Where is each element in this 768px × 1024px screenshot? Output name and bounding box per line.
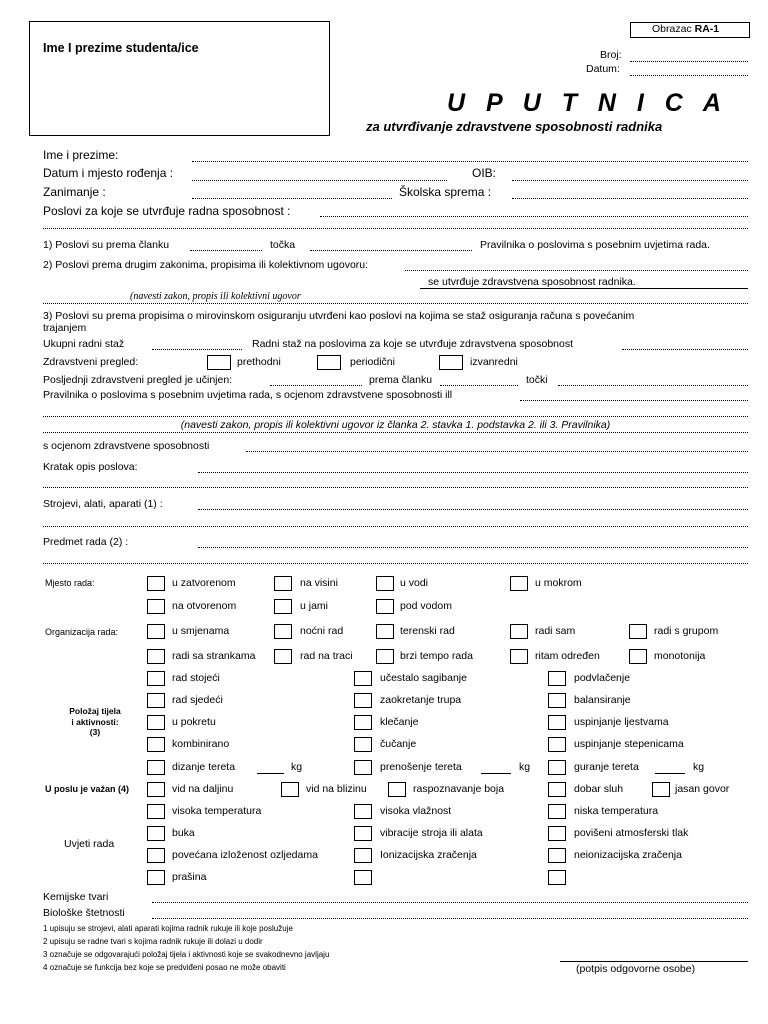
vazan-label: U poslu je važan (4): [45, 784, 130, 794]
dobar-sluh-label: dobar sluh: [574, 783, 624, 795]
u-smjenama-checkbox[interactable]: [147, 624, 165, 639]
prasina-label: prašina: [172, 871, 207, 883]
tocka-label: točka: [270, 239, 296, 251]
broj-label: Broj:: [600, 49, 622, 61]
kemijske-field[interactable]: [152, 902, 748, 903]
prema-clanku-label: prema članku: [369, 374, 433, 386]
terenski-rad-checkbox[interactable]: [376, 624, 394, 639]
section2-field[interactable]: [405, 270, 748, 271]
visoka-temperatura-label: visoka temperatura: [172, 805, 262, 817]
guranje-tereta-checkbox[interactable]: [548, 760, 566, 775]
atmosferski-tlak-checkbox[interactable]: [548, 826, 566, 841]
section2-underline: [420, 288, 748, 289]
mjesto-rada-label: Mjesto rada:: [45, 578, 95, 588]
rad-sjedeci-checkbox[interactable]: [147, 693, 165, 708]
jasan-govor-label: jasan govor: [675, 783, 730, 795]
cucanje-checkbox[interactable]: [354, 737, 372, 752]
posljednji-label: Posljednji zdravstveni pregled je učinjen:: [43, 374, 233, 386]
u-zatvorenom-checkbox[interactable]: [147, 576, 165, 591]
polozaj-label-line1: Položaj tijela: [69, 706, 121, 716]
prenosenje-tereta-label: prenošenje tereta: [380, 761, 462, 773]
balansiranje-label: balansiranje: [574, 694, 631, 706]
section3-note-line: [43, 432, 748, 433]
tocki-field[interactable]: [558, 385, 748, 386]
prema-clanku-field[interactable]: [440, 385, 518, 386]
section2-note: (navesti zakon, propis ili kolektivni ugovor: [130, 291, 301, 302]
uspinjanje-ljestvama-checkbox[interactable]: [548, 715, 566, 730]
tocki-label: točki: [526, 374, 548, 386]
tocka-field[interactable]: [310, 250, 472, 251]
rad-stojeci-checkbox[interactable]: [147, 671, 165, 686]
s-ocjenom-field[interactable]: [246, 451, 748, 452]
page-subtitle: za utvrđivanje zdravstvene sposobnosti radnika: [366, 119, 663, 134]
form-code-prefix: Obrazac: [652, 23, 695, 35]
predmet-field[interactable]: [198, 547, 748, 548]
kratak-opis-label: Kratak opis poslova:: [43, 461, 138, 473]
monotonija-checkbox[interactable]: [629, 649, 647, 664]
u-vodi-checkbox[interactable]: [376, 576, 394, 591]
podvlacenje-label: podvlačenje: [574, 672, 631, 684]
ozljede-label: povećana izloženost ozljedama: [172, 849, 318, 861]
section3-line2: trajanjem: [43, 322, 87, 334]
u-vodi-label: u vodi: [400, 577, 429, 589]
rad-na-traci-checkbox[interactable]: [274, 649, 292, 664]
poslovi-field-2[interactable]: [43, 228, 748, 229]
terenski-rad-label: terenski rad: [400, 625, 455, 637]
strojevi-field-2[interactable]: [43, 526, 748, 527]
u-jami-label: u jami: [300, 600, 329, 612]
buka-label: buka: [172, 827, 195, 839]
dizanje-tereta-kg-field[interactable]: [257, 773, 284, 774]
rad-sjedeci-label: rad sjedeći: [172, 694, 223, 706]
predmet-field-2[interactable]: [43, 563, 748, 564]
brzi-tempo-checkbox[interactable]: [376, 649, 394, 664]
page-title: U P U T N I C A: [447, 89, 728, 117]
guranje-tereta-kg-field[interactable]: [655, 773, 685, 774]
dobar-sluh-checkbox[interactable]: [548, 782, 566, 797]
visoka-vlaznost-label: visoka vlažnost: [380, 805, 452, 817]
prethodni-checkbox[interactable]: [207, 355, 231, 370]
skolska-sprema-label: Školska sprema :: [399, 185, 492, 199]
pravilnika-ocjena-text: Pravilnika o poslovima s posebnim uvjetima rada, s ocjenom zdravstvene sposobnosti ill: [43, 389, 453, 401]
na-visini-label: na visini: [300, 577, 338, 589]
uvjeti-label: Uvjeti rada: [64, 838, 115, 850]
radi-s-grupom-checkbox[interactable]: [629, 624, 647, 639]
atmosferski-tlak-label: povišeni atmosferski tlak: [574, 827, 689, 839]
ime-prezime-field[interactable]: [192, 161, 748, 162]
niska-temperatura-label: niska temperatura: [574, 805, 659, 817]
uspinjanje-stepenicama-checkbox[interactable]: [548, 737, 566, 752]
polozaj-label-line2: i aktivnosti:: [71, 716, 119, 727]
datum-label: Datum:: [586, 63, 620, 75]
clanak-field[interactable]: [190, 250, 262, 251]
section3-line1: 3) Poslovi su prema propisima o mirovinskom osiguranju utvrđeni kao poslovi na kojima se staž osiguranja računa s povećanim: [43, 310, 635, 322]
ionizacijska-checkbox[interactable]: [354, 848, 372, 863]
pod-vodom-checkbox[interactable]: [376, 599, 394, 614]
na-otvorenom-checkbox[interactable]: [147, 599, 165, 614]
radi-sam-checkbox[interactable]: [510, 624, 528, 639]
ucestalo-sagibanje-checkbox[interactable]: [354, 671, 372, 686]
zanimanje-label: Zanimanje :: [43, 185, 106, 199]
izvanredni-label: izvanredni: [470, 356, 518, 368]
neionizacijska-label: neionizacijska zračenja: [574, 849, 682, 861]
pod-vodom-label: pod vodom: [400, 600, 452, 612]
dizanje-tereta-checkbox[interactable]: [147, 760, 165, 775]
ukupni-staz-label: Ukupni radni staž: [43, 338, 125, 350]
vibracije-checkbox[interactable]: [354, 826, 372, 841]
bioloske-label: Biološke štetnosti: [43, 907, 125, 919]
pravilnika-ocjena-field-2[interactable]: [43, 416, 748, 417]
guranje-kg-label: kg: [693, 761, 705, 773]
klecanje-checkbox[interactable]: [354, 715, 372, 730]
form-code-value: RA-1: [694, 23, 720, 35]
na-otvorenom-label: na otvorenom: [172, 600, 237, 612]
posljednji-field[interactable]: [270, 385, 362, 386]
poslovi-label: Poslovi za koje se utvrđuje radna sposobnost :: [43, 204, 291, 218]
visoka-vlaznost-checkbox[interactable]: [354, 804, 372, 819]
poslovi-field[interactable]: [320, 216, 748, 217]
student-name-label: Ime I prezime studenta/ice: [43, 41, 199, 55]
u-mokrom-label: u mokrom: [535, 577, 582, 589]
ritam-odreden-label: ritam određen: [535, 650, 600, 662]
ionizacijska-label: Ionizacijska zračenja: [380, 849, 477, 861]
zaokretanje-trupa-checkbox[interactable]: [354, 693, 372, 708]
uspinjanje-stepenicama-label: uspinjanje stepenicama: [574, 738, 684, 750]
dizanje-kg-label: kg: [291, 761, 303, 773]
na-visini-checkbox[interactable]: [274, 576, 292, 591]
datum-field[interactable]: [630, 75, 748, 76]
cucanje-label: čučanje: [380, 738, 417, 750]
kemijske-label: Kemijske tvari: [43, 891, 109, 903]
u-mokrom-checkbox[interactable]: [510, 576, 528, 591]
visoka-temperatura-checkbox[interactable]: [147, 804, 165, 819]
u-jami-checkbox[interactable]: [274, 599, 292, 614]
podvlacenje-checkbox[interactable]: [548, 671, 566, 686]
ozljede-checkbox[interactable]: [147, 848, 165, 863]
kratak-opis-field[interactable]: [198, 472, 748, 473]
radi-s-grupom-label: radi s grupom: [654, 625, 719, 637]
radni-staz-label: Radni staž na poslovima za koje se utvrđuje zdravstvena sposobnost: [252, 338, 574, 350]
monotonija-label: monotonija: [654, 650, 706, 662]
buka-checkbox[interactable]: [147, 826, 165, 841]
zaokretanje-trupa-label: zaokretanje trupa: [380, 694, 462, 706]
bioloske-field[interactable]: [152, 918, 748, 919]
rad-stojeci-label: rad stojeći: [172, 672, 220, 684]
radni-staz-field[interactable]: [622, 349, 748, 350]
radi-sam-label: radi sam: [535, 625, 576, 637]
organizacija-label: Organizacija rada:: [45, 627, 119, 637]
balansiranje-checkbox[interactable]: [548, 693, 566, 708]
vid-na-daljinu-checkbox[interactable]: [147, 782, 165, 797]
student-name-box[interactable]: [29, 21, 330, 136]
u-zatvorenom-label: u zatvorenom: [172, 577, 236, 589]
jasan-govor-checkbox[interactable]: [652, 782, 670, 797]
potpis-label: (potpis odgovorne osobe): [576, 963, 696, 975]
u-smjenama-label: u smjenama: [172, 625, 230, 637]
u-pokretu-checkbox[interactable]: [147, 715, 165, 730]
polozaj-label-line3: (3): [89, 727, 101, 737]
radi-sa-strankama-label: radi sa strankama: [172, 650, 256, 662]
section2-text: 2) Poslovi prema drugim zakonima, propisima ili kolektivnom ugovoru:: [43, 259, 369, 271]
skolska-sprema-field[interactable]: [512, 198, 748, 199]
datum-mjesto-label: Datum i mjesto rođenja :: [43, 166, 174, 180]
extra-checkbox-middle[interactable]: [354, 870, 372, 885]
klecanje-label: klečanje: [380, 716, 419, 728]
izvanredni-checkbox[interactable]: [439, 355, 463, 370]
prasina-checkbox[interactable]: [147, 870, 165, 885]
footnote-2: 2 upisuju se radne tvari s kojima radnik rukuje ili dolazi u dodir: [43, 937, 263, 946]
neionizacijska-checkbox[interactable]: [548, 848, 566, 863]
broj-field[interactable]: [630, 61, 748, 62]
uspinjanje-ljestvama-label: uspinjanje ljestvama: [574, 716, 669, 728]
periodicni-label: periodični: [350, 356, 395, 368]
section2-tail: se utvrđuje zdravstvena sposobnost radnika.: [428, 276, 636, 288]
section2-note-line: [43, 303, 748, 304]
prenosenje-tereta-kg-field[interactable]: [481, 773, 511, 774]
footnote-4: 4 označuje se funkcija bez koje se predviđeni posao ne može obaviti: [43, 963, 286, 972]
footnote-1: 1 upisuju se strojevi, alati aparati kojima radnik rukuje ili koje poslužuje: [43, 924, 293, 933]
ucestalo-sagibanje-label: učestalo sagibanje: [380, 672, 467, 684]
section1-text: 1) Poslovi su prema članku: [43, 239, 170, 251]
ime-prezime-label: Ime i prezime:: [43, 148, 119, 162]
prethodni-label: prethodni: [237, 356, 281, 368]
kombinirano-checkbox[interactable]: [147, 737, 165, 752]
vibracije-label: vibracije stroja ili alata: [380, 827, 483, 839]
kratak-opis-field-2[interactable]: [43, 487, 748, 488]
footnote-3: 3 označuje se odgovarajući položaj tijela i aktivnosti koje se svakodnevno javljaju: [43, 950, 330, 959]
form-code: [652, 23, 719, 35]
u-pokretu-label: u pokretu: [172, 716, 216, 728]
zanimanje-field[interactable]: [192, 198, 392, 199]
datum-mjesto-field[interactable]: [192, 180, 447, 181]
brzi-tempo-label: brzi tempo rada: [400, 650, 473, 662]
s-ocjenom-label: s ocjenom zdravstvene sposobnosti: [43, 440, 210, 452]
oib-field[interactable]: [512, 180, 748, 181]
vid-na-daljinu-label: vid na daljinu: [172, 783, 234, 795]
nocni-rad-checkbox[interactable]: [274, 624, 292, 639]
extra-checkbox-right[interactable]: [548, 870, 566, 885]
rad-na-traci-label: rad na traci: [300, 650, 353, 662]
ritam-odreden-checkbox[interactable]: [510, 649, 528, 664]
raspoznavanje-boja-checkbox[interactable]: [388, 782, 406, 797]
raspoznavanje-boja-label: raspoznavanje boja: [413, 783, 505, 795]
niska-temperatura-checkbox[interactable]: [548, 804, 566, 819]
strojevi-field[interactable]: [198, 509, 748, 510]
oib-label: OIB:: [472, 166, 497, 180]
kombinirano-label: kombinirano: [172, 738, 230, 750]
prenosenje-kg-label: kg: [519, 761, 531, 773]
polozaj-label: [45, 706, 145, 738]
prenosenje-tereta-checkbox[interactable]: [354, 760, 372, 775]
pravilnika-ocjena-field[interactable]: [520, 400, 748, 401]
radi-sa-strankama-checkbox[interactable]: [147, 649, 165, 664]
vid-na-blizinu-label: vid na blizinu: [306, 783, 367, 795]
periodicni-checkbox[interactable]: [317, 355, 341, 370]
nocni-rad-label: noćni rad: [300, 625, 344, 637]
ukupni-staz-field[interactable]: [152, 349, 242, 350]
signature-line[interactable]: [560, 961, 748, 962]
section3-note: (navesti zakon, propis ili kolektivni ugovor iz članka 2. stavka 1. podstavka 2. ili 3. Pravilnika): [180, 419, 611, 431]
vid-na-blizinu-checkbox[interactable]: [281, 782, 299, 797]
pregled-label: Zdravstveni pregled:: [43, 356, 139, 368]
dizanje-tereta-label: dizanje tereta: [172, 761, 236, 773]
guranje-tereta-label: guranje tereta: [574, 761, 639, 773]
predmet-label: Predmet rada (2) :: [43, 536, 129, 548]
pravilnika-text: Pravilnika o poslovima s posebnim uvjetima rada.: [480, 239, 710, 251]
strojevi-label: Strojevi, alati, aparati (1) :: [43, 498, 163, 510]
